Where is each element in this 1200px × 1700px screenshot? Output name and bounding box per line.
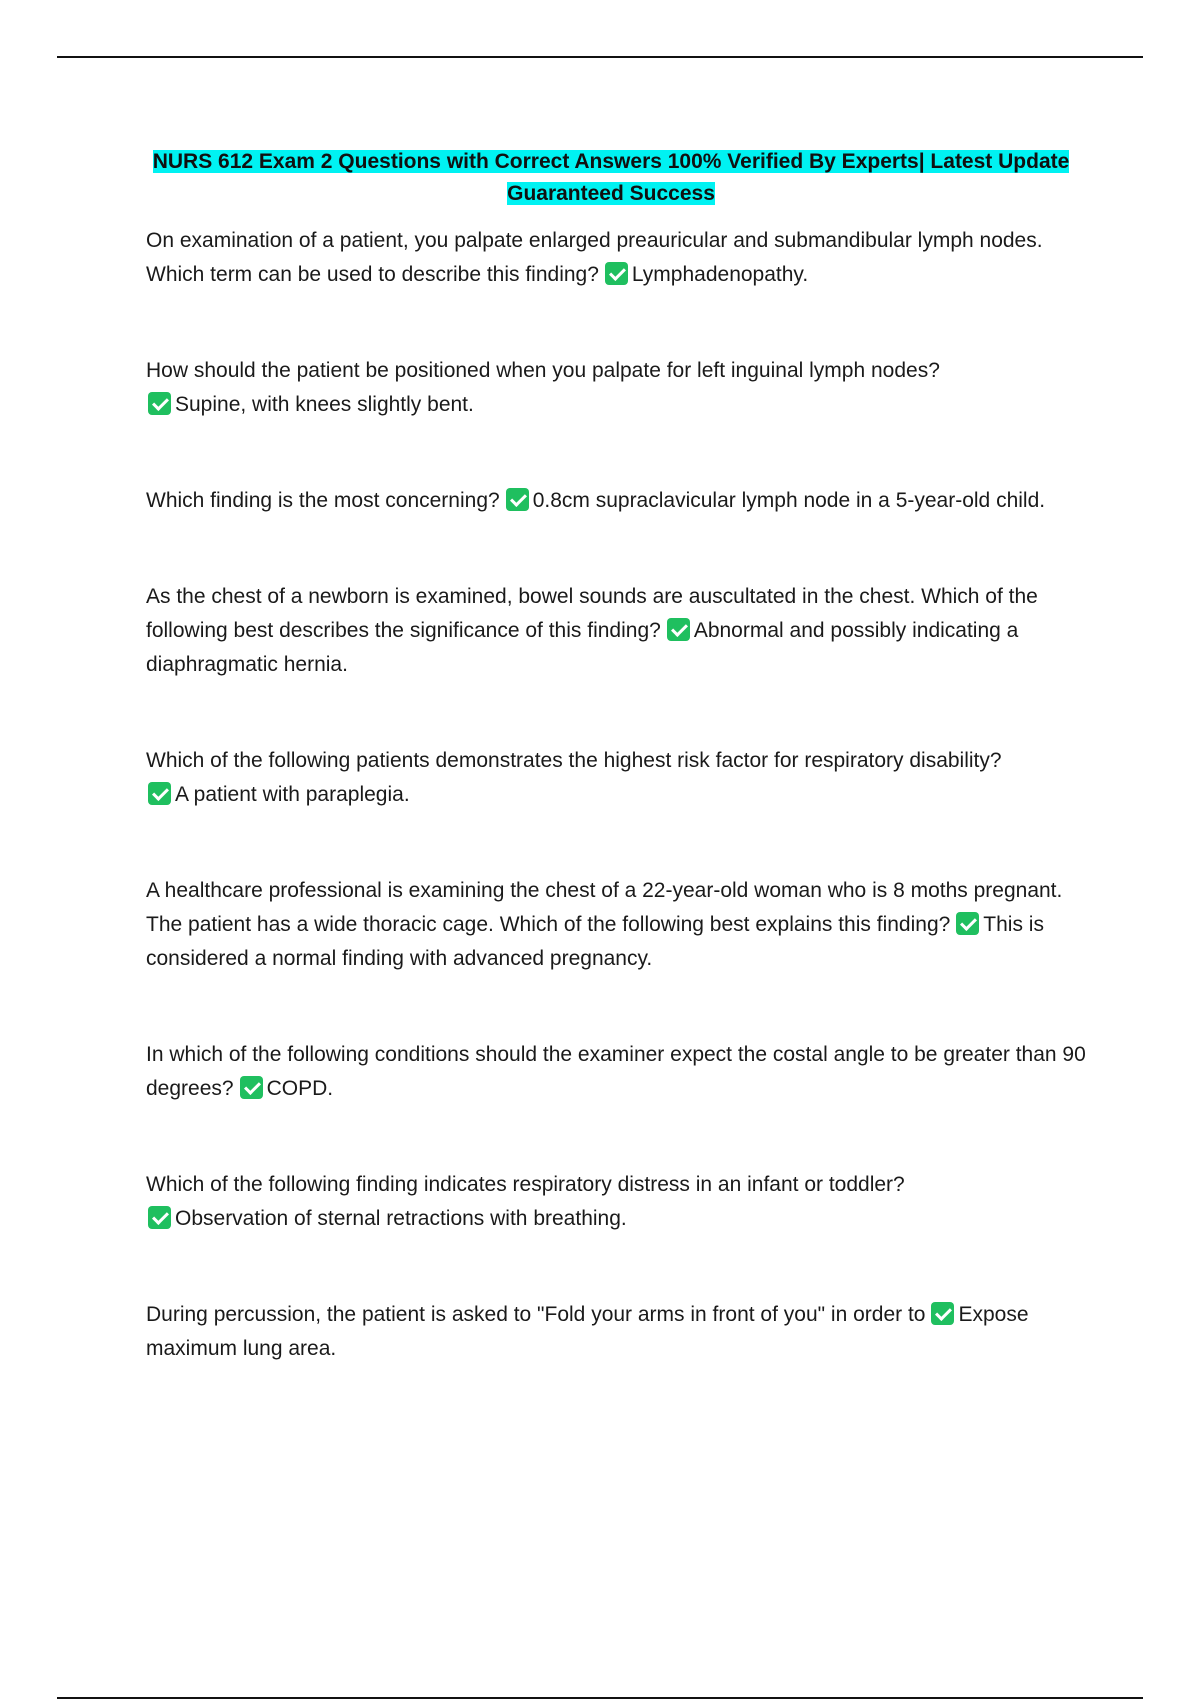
qa-item (146, 354, 1096, 422)
question-text: Which finding is the most concerning? (146, 489, 500, 512)
question-text: In which of the following conditions should the examiner expect the costal angle to be greater than 90 degrees? (146, 1043, 1086, 1100)
checkmark-icon (148, 392, 171, 415)
checkmark-icon (506, 488, 529, 511)
answer-text: COPD. (266, 1077, 334, 1100)
checkmark-icon (931, 1302, 954, 1325)
checkmark-icon (148, 782, 171, 805)
answer-text: Abnormal and possibly indicating a diaphragmatic hernia. (146, 619, 1019, 676)
question-list (146, 224, 1096, 1428)
question-text: During percussion, the patient is asked to "Fold your arms in front of you" in order to (146, 1303, 926, 1326)
qa-item (146, 1168, 1096, 1236)
checkmark-icon (240, 1076, 263, 1099)
checkmark-icon (605, 262, 628, 285)
question-text: A healthcare professional is examining the chest of a 22-year-old woman who is 8 moths pregnant. The patient has a wide thoracic cage. Which of the following best explains this finding? (146, 879, 1063, 936)
answer-text: This is considered a normal finding with advanced pregnancy. (146, 913, 1044, 970)
qa-item (146, 484, 1096, 518)
question-text: As the chest of a newborn is examined, bowel sounds are auscultated in the chest. Which of the following best describes the significance of this finding? (146, 585, 1038, 642)
qa-item (146, 874, 1096, 976)
checkmark-icon (148, 1206, 171, 1229)
answer-text: A patient with paraplegia. (175, 783, 410, 806)
answer-text: 0.8cm supraclavicular lymph node in a 5-year-old child. (532, 489, 1046, 512)
question-text: On examination of a patient, you palpate enlarged preauricular and submandibular lymph nodes. Which term can be used to describe this finding? (146, 229, 1043, 286)
answer-text: Lymphadenopathy. (631, 263, 809, 286)
qa-item (146, 1298, 1096, 1366)
qa-item (146, 1038, 1096, 1106)
document-title (146, 146, 1076, 210)
bottom-rule (57, 1697, 1143, 1699)
qa-item (146, 224, 1096, 292)
answer-text: Expose maximum lung area. (146, 1303, 1029, 1360)
question-text: Which of the following finding indicates respiratory distress in an infant or toddler? (146, 1173, 905, 1196)
document-title-text: NURS 612 Exam 2 Questions with Correct Answers 100% Verified By Experts| Latest Update Guaranteed Success (152, 150, 1070, 205)
answer-text: Supine, with knees slightly bent. (175, 393, 474, 416)
checkmark-icon (667, 618, 690, 641)
qa-item (146, 580, 1096, 682)
answer-text: Observation of sternal retractions with breathing. (175, 1207, 627, 1230)
top-rule (57, 56, 1143, 58)
question-text: Which of the following patients demonstrates the highest risk factor for respiratory disability? (146, 749, 1002, 772)
question-text: How should the patient be positioned when you palpate for left inguinal lymph nodes? (146, 359, 940, 382)
qa-item (146, 744, 1096, 812)
checkmark-icon (956, 912, 979, 935)
